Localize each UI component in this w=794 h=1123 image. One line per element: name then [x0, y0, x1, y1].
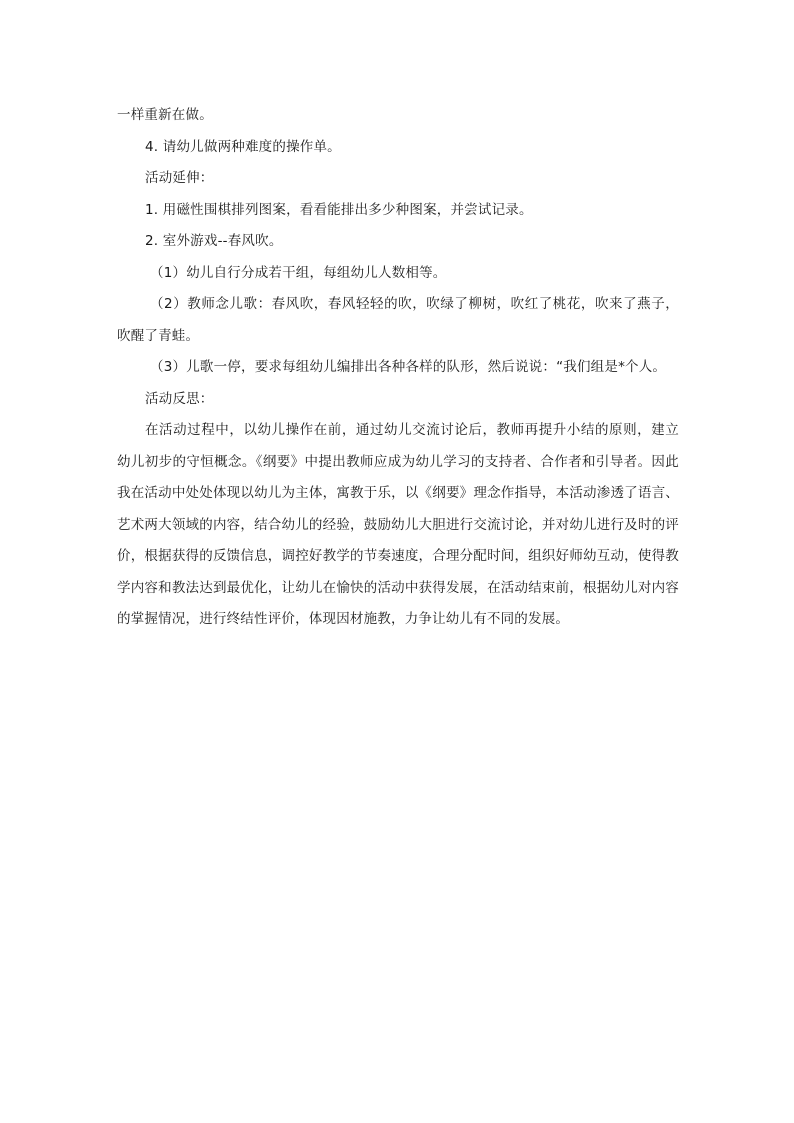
heading-activity-reflection: 活动反思： — [145, 390, 214, 407]
game-step-3: （3）儿歌一停，要求每组幼儿编排出各种各样的队形，然后说说：“我们组是*个人。 — [150, 359, 667, 375]
extension-item-2: 2. 室外游戏--春风吹。 — [145, 233, 283, 249]
extension-item-1: 1. 用磁性围棋排列图案，看看能排出多少种图案，并尝试记录。 — [145, 201, 533, 218]
game-step-1: （1）幼儿自行分成若干组，每组幼儿人数相等。 — [150, 264, 447, 281]
document-body — [117, 100, 679, 636]
paragraph-continuation: 一样重新在做。 — [117, 107, 213, 123]
step-4-worksheet: 4. 请幼儿做两种难度的操作单。 — [145, 138, 341, 155]
heading-activity-extension: 活动延伸： — [145, 170, 214, 186]
game-step-2: （2）教师念儿歌：春风吹，春风轻轻的吹，吹绿了柳树，吹红了桃花，吹来了燕子，吹醒了青蛙。 — [117, 296, 679, 344]
reflection-body: 在活动过程中，以幼儿操作在前，通过幼儿交流讨论后，教师再提升小结的原则，建立幼儿初步的守恒概念。《纲要》中提出教师应成为幼儿学习的支持者、合作者和引导者。因此我在活动中处处体现以幼儿为主体，寓教于乐，以《纲要》理念作指导，本活动渗透了语言、艺术两大领域的内容，结合幼儿的经验，鼓励幼儿大胆进行交流讨论，并对幼儿进行及时的评价，根据获得的反馈信息，调控好教学的节奏速度，合理分配时间，组织好师幼互动，使得教学内容和教法达到最优化，让幼儿在愉快的活动中获得发展，在活动结束前，根据幼儿对内容的掌握情况，进行终结性评价，体现因材施教，力争让幼儿有不同的发展。 — [117, 422, 679, 627]
